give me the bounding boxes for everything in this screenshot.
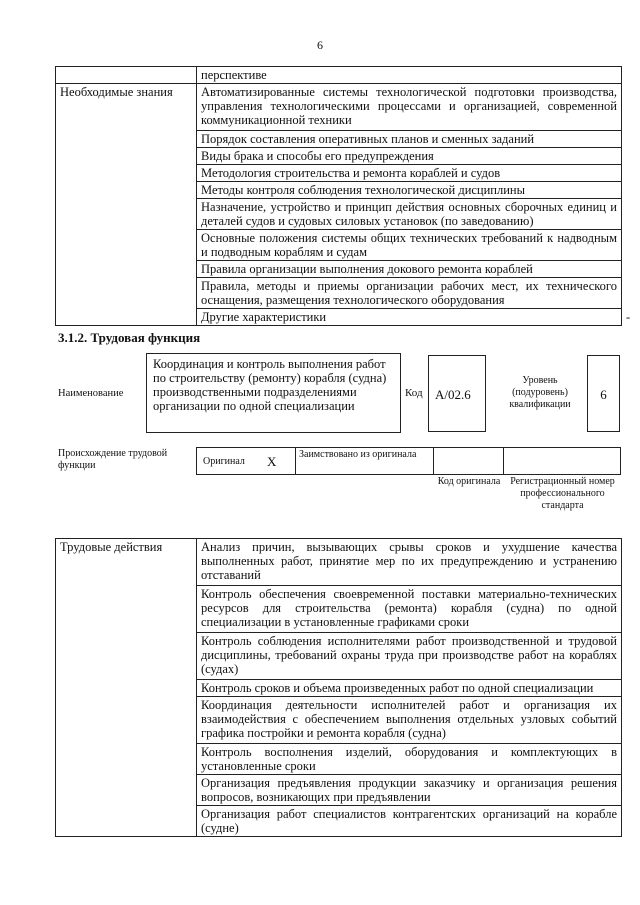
table-row [56, 67, 622, 84]
origin-label: Происхождение трудовой функции [58, 448, 168, 471]
reg-caption: Регистрационный номер профессионального стандарта [510, 476, 615, 511]
labor-actions-table [55, 538, 622, 837]
row-text: Виды брака и способы его предупреждения [197, 148, 622, 165]
table-row: Другие характеристики - [56, 309, 622, 326]
page-number: 6 [317, 38, 323, 52]
labor-actions-label: Трудовые действия [56, 539, 197, 837]
row-label [56, 67, 197, 84]
row-text: Организация работ специалистов контрагентских организаций на корабле (судне) [197, 806, 622, 837]
origin-row [196, 447, 621, 475]
divider [503, 448, 504, 474]
row-text: перспективе [197, 67, 622, 84]
code-value: А/02.6 [428, 355, 486, 432]
row-text: Методы контроля соблюдения технологической дисциплины [197, 182, 622, 199]
original-mark: X [267, 454, 277, 469]
code-label: Код [405, 387, 423, 399]
row-text: Координация деятельности исполнителей работ и организация их взаимодействия с обеспечением выполнения отдельных узловых событий графика постройки и ремонта корабля (судна) [197, 697, 622, 744]
row-text: Контроль восполнения изделий, оборудования и комплектующих в установленные сроки [197, 744, 622, 775]
section-heading: 3.1.2. Трудовая функция [58, 330, 201, 345]
row-text: Контроль соблюдения исполнителями работ производственной и трудовой дисциплины, требований охраны труда при производстве работ на кораблях (судах) [197, 633, 622, 680]
row-text: Назначение, устройство и принцип действия основных сборочных единиц и деталей судов и судовых силовых установок (по заведованию) [197, 199, 622, 230]
row-text: Правила организации выполнения докового ремонта кораблей [197, 261, 622, 278]
row-text: Контроль обеспечения своевременной поставки материально-технических ресурсов для строительства (ремонта) корабля (судна) по одной специализации в установленные графиками сроки [197, 586, 622, 633]
function-name-box: Координация и контроль выполнения работ по строительству (ремонту) корабля (судна) производственными подразделениями организации по одной специализации [146, 353, 401, 433]
row-text: Основные положения системы общих технических требований к надводным и подводным кораблям и судам [197, 230, 622, 261]
row-text: Анализ причин, вызывающих срывы сроков и ухудшение качества выполненных работ, принятие мер по их предупреждению и устранению отставаний [197, 539, 622, 586]
required-knowledge-label: Необходимые знания [56, 84, 197, 326]
row-text: Автоматизированные системы технологической подготовки производства, управления технологическими процессами и организацией, современной коммуникационной техники [197, 84, 622, 131]
level-label: Уровень (подуровень) квалификации [509, 375, 571, 410]
original-cell [197, 448, 296, 474]
row-text: Организация предъявления продукции заказчику и организация решения вопросов, возникающих при предъявлении [197, 775, 622, 806]
row-text: Порядок составления оперативных планов и сменных заданий [197, 131, 622, 148]
table-row [56, 539, 622, 586]
other-characteristics-label: Другие характеристики [197, 309, 622, 326]
row-text: Методология строительства и ремонта кораблей и судов [197, 165, 622, 182]
knowledge-table [55, 66, 631, 326]
table-row [56, 84, 622, 131]
divider [433, 448, 434, 474]
code-caption: Код оригинала [437, 476, 501, 487]
level-value: 6 [587, 355, 620, 432]
original-label: Оригинал [203, 456, 245, 467]
borrowed-label: Заимствовано из оригинала [299, 449, 417, 460]
name-label: Наименование [58, 388, 124, 399]
row-text: Контроль сроков и объема произведенных работ по одной специализации [197, 680, 622, 697]
row-text: Правила, методы и приемы организации рабочих мест, их технического оснащения, размещения технологического оборудования [197, 278, 622, 309]
